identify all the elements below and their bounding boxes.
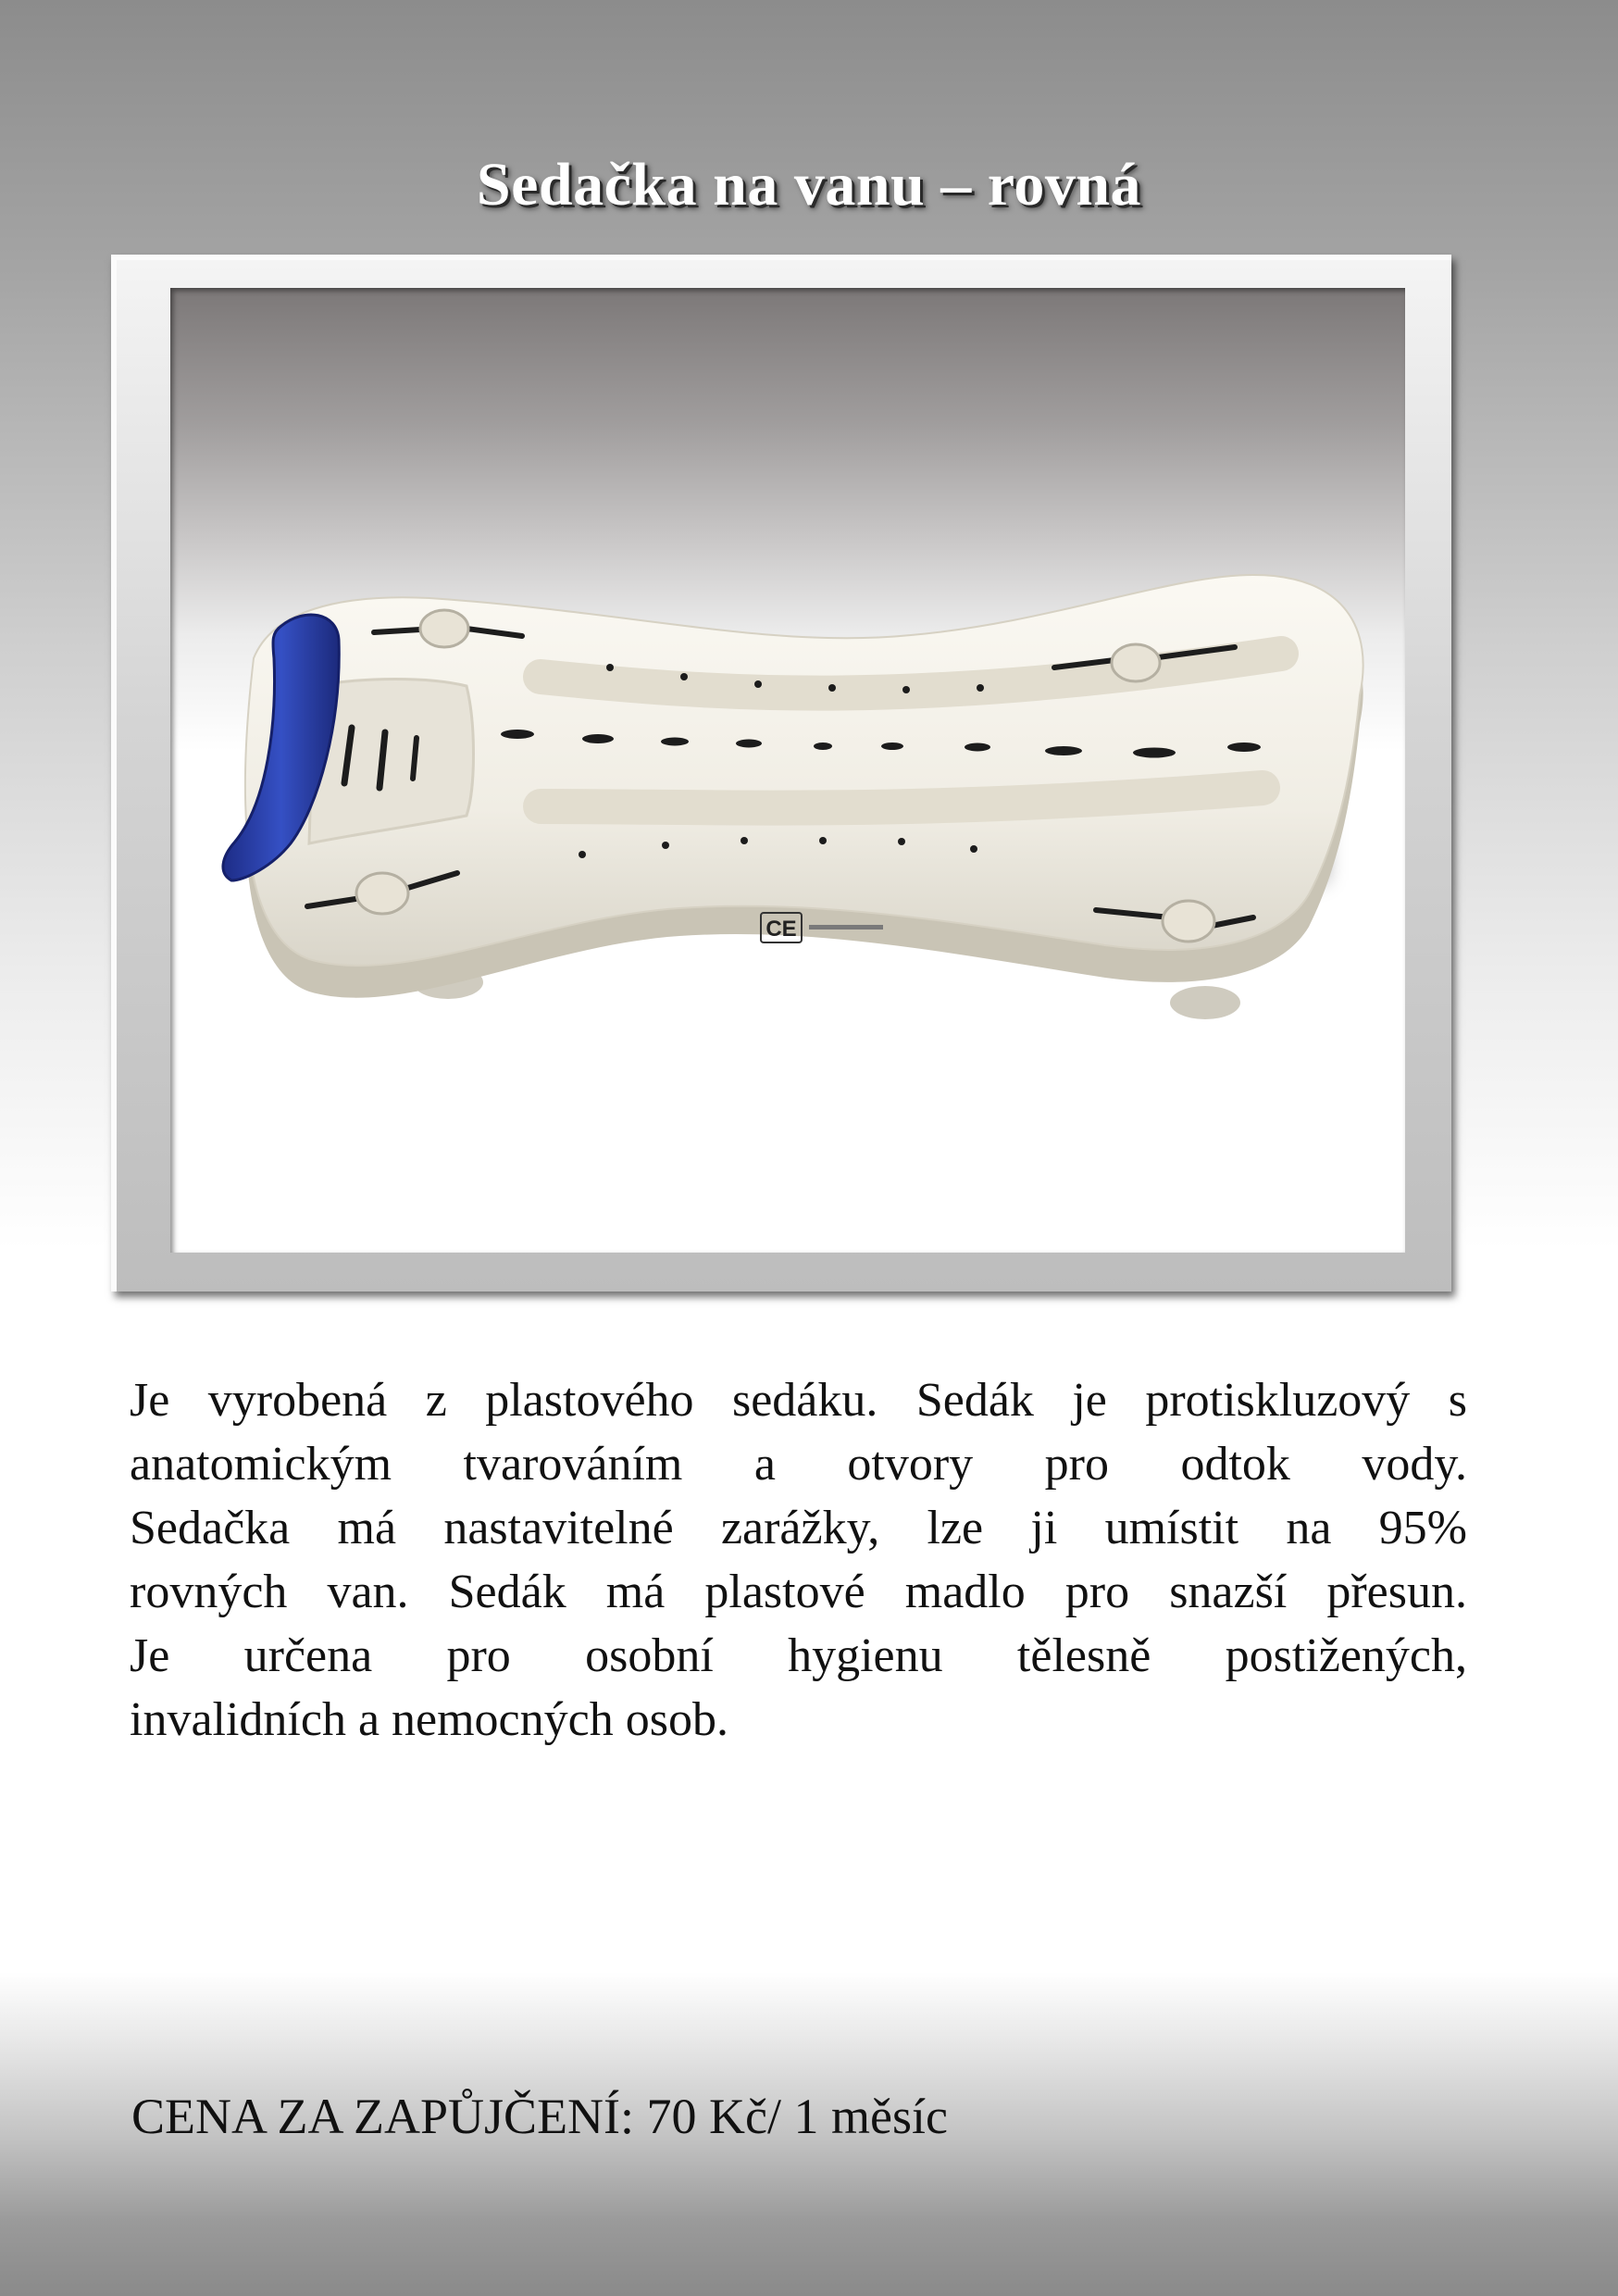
svg-text:CE: CE <box>765 917 797 942</box>
bath-board-illustration <box>170 288 1405 1253</box>
description-line: Je vyrobená z plastového sedáku. Sedák je protiskluzový s <box>130 1374 1467 1427</box>
seat-foot-right <box>1170 986 1240 1019</box>
description-line: Sedačka má nastavitelné zarážky, lze ji umístit na 95% <box>130 1502 1467 1554</box>
page-title: Sedačka na vanu – rovná <box>476 151 1142 219</box>
description-line: anatomickým tvarováním a otvory pro odtok vody. <box>130 1438 1467 1491</box>
product-photo-frame <box>111 255 1451 1292</box>
description-line: rovných van. Sedák má plastové madlo pro snazší přesun. <box>130 1566 1467 1618</box>
product-photo <box>170 288 1405 1253</box>
rental-price: CENA ZA ZAPŮJČENÍ: 70 Kč/ 1 měsíc <box>131 2089 948 2144</box>
description-line: invalidních a nemocných osob. <box>130 1693 728 1746</box>
description-line: Je určena pro osobní hygienu tělesně postižených, <box>130 1629 1467 1682</box>
seat-raised-panel-bottom <box>541 788 1263 808</box>
product-description <box>130 1368 1467 1752</box>
